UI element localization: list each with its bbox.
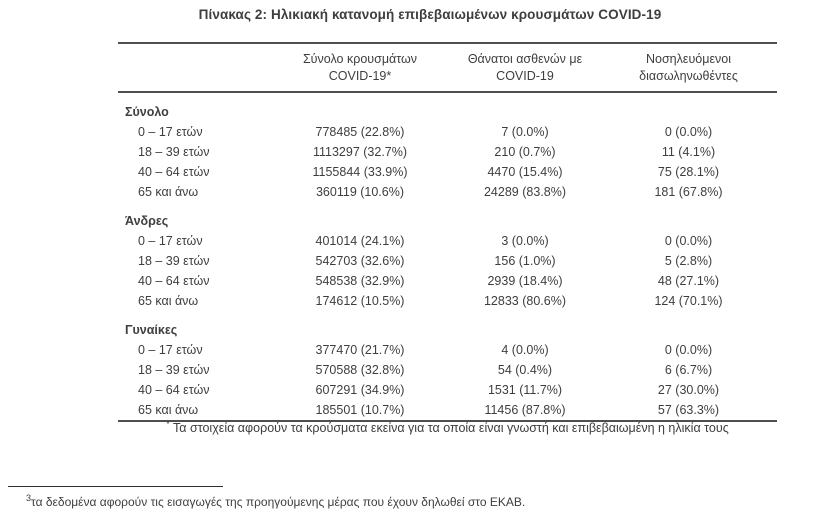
header-row — [118, 43, 777, 92]
deaths-cell: 156 (1.0%) — [494, 254, 556, 268]
age-cell: 40 – 64 ετών — [138, 383, 210, 397]
deaths-cell: 3 (0.0%) — [501, 234, 549, 248]
table-footnote-marker: * — [166, 419, 170, 429]
column-header-intubated-line2: διασωληνωθέντες — [639, 68, 738, 83]
table-row — [118, 291, 777, 311]
intubated-cell: 5 (2.8%) — [664, 254, 713, 268]
intubated-cell: 27 (30.0%) — [657, 383, 720, 397]
table-body — [118, 92, 777, 421]
table-row — [118, 340, 777, 360]
cases-cell: 360119 (10.6%) — [315, 185, 405, 199]
cases-cell: 401014 (24.1%) — [315, 234, 405, 248]
deaths-cell: 1531 (11.7%) — [487, 383, 563, 397]
deaths-cell: 11456 (87.8%) — [484, 403, 566, 417]
age-cell: 65 και άνω — [138, 185, 199, 199]
column-header-cases-line2: COVID-19* — [328, 68, 392, 83]
table-section-row — [118, 311, 777, 340]
deaths-cell: 7 (0.0%) — [501, 125, 549, 139]
cases-cell: 570588 (32.8%) — [315, 363, 405, 377]
intubated-cell: 181 (67.8%) — [654, 185, 723, 199]
column-header-empty — [118, 43, 270, 92]
table-row — [118, 142, 777, 162]
age-cell: 0 – 17 ετών — [138, 234, 203, 248]
age-cell: 18 – 39 ετών — [138, 363, 210, 377]
column-header-deaths-line2: COVID-19 — [496, 68, 554, 83]
table-row — [118, 360, 777, 380]
deaths-cell: 210 (0.7%) — [494, 145, 556, 159]
cases-cell: 542703 (32.6%) — [315, 254, 405, 268]
age-cell: 40 – 64 ετών — [138, 165, 210, 179]
column-header-cases-line1: Σύνολο κρουσμάτων — [302, 51, 418, 66]
age-cell: 18 – 39 ετών — [138, 254, 210, 268]
column-header-deaths-line1: Θάνατοι ασθενών με — [467, 51, 583, 66]
table-row — [118, 380, 777, 400]
deaths-cell: 54 (0.4%) — [497, 363, 553, 377]
table-row — [118, 182, 777, 202]
page-footnote-marker: 3 — [26, 493, 32, 503]
deaths-cell: 4470 (15.4%) — [487, 165, 563, 179]
cases-cell: 1155844 (33.9%) — [312, 165, 408, 179]
table-footnote-text: Τα στοιχεία αφορούν τα κρούσματα εκείνα για τα οποία είναι γνωστή και επιβεβαιωμένη η ηλικία τους — [173, 421, 729, 436]
table-row — [118, 122, 777, 142]
intubated-cell: 0 (0.0%) — [664, 125, 713, 139]
section-label: Σύνολο — [125, 105, 169, 119]
cases-cell: 174612 (10.5%) — [315, 294, 405, 308]
deaths-cell: 2939 (18.4%) — [487, 274, 563, 288]
deaths-cell: 24289 (83.8%) — [483, 185, 566, 199]
age-cell: 65 και άνω — [138, 403, 199, 417]
covid-age-table — [118, 42, 777, 422]
page-footnote — [26, 493, 525, 509]
table-footnote — [118, 419, 777, 435]
table-row — [118, 251, 777, 271]
intubated-cell: 6 (6.7%) — [664, 363, 713, 377]
intubated-cell: 75 (28.1%) — [657, 165, 720, 179]
age-cell: 40 – 64 ετών — [138, 274, 210, 288]
page-title: Πίνακας 2: Ηλικιακή κατανομή επιβεβαιωμένων κρουσμάτων COVID-19 — [198, 7, 662, 22]
table-row — [118, 162, 777, 182]
page-footnote-text: τα δεδομένα αφορούν τις εισαγωγές της προηγούμενης μέρας που έχουν δηλωθεί στο ΕΚΑΒ. — [31, 495, 526, 509]
table-header — [118, 43, 777, 92]
cases-cell: 377470 (21.7%) — [315, 343, 405, 357]
section-label: Γυναίκες — [125, 323, 178, 337]
column-header-intubated — [600, 43, 777, 92]
table-row — [118, 231, 777, 251]
cases-cell: 607291 (34.9%) — [315, 383, 405, 397]
age-cell: 18 – 39 ετών — [138, 145, 210, 159]
table-section-row — [118, 202, 777, 231]
deaths-cell: 4 (0.0%) — [501, 343, 549, 357]
intubated-cell: 0 (0.0%) — [664, 234, 713, 248]
cases-cell: 185501 (10.7%) — [315, 403, 405, 417]
column-header-intubated-line1: Νοσηλευόμενοι — [645, 51, 731, 66]
age-cell: 0 – 17 ετών — [138, 343, 203, 357]
column-header-cases — [270, 43, 450, 92]
table-row — [118, 400, 777, 421]
intubated-cell: 124 (70.1%) — [654, 294, 723, 308]
table-row — [118, 271, 777, 291]
intubated-cell: 0 (0.0%) — [664, 343, 713, 357]
age-cell: 0 – 17 ετών — [138, 125, 203, 139]
section-label: Άνδρες — [125, 214, 169, 228]
cases-cell: 778485 (22.8%) — [315, 125, 405, 139]
column-header-deaths — [450, 43, 600, 92]
deaths-cell: 12833 (80.6%) — [483, 294, 566, 308]
intubated-cell: 11 (4.1%) — [661, 145, 716, 159]
age-cell: 65 και άνω — [138, 294, 199, 308]
footnote-divider — [8, 486, 223, 487]
table-section-row — [118, 92, 777, 122]
intubated-cell: 48 (27.1%) — [657, 274, 720, 288]
cases-cell: 1113297 (32.7%) — [312, 145, 408, 159]
cases-cell: 548538 (32.9%) — [315, 274, 405, 288]
intubated-cell: 57 (63.3%) — [657, 403, 720, 417]
